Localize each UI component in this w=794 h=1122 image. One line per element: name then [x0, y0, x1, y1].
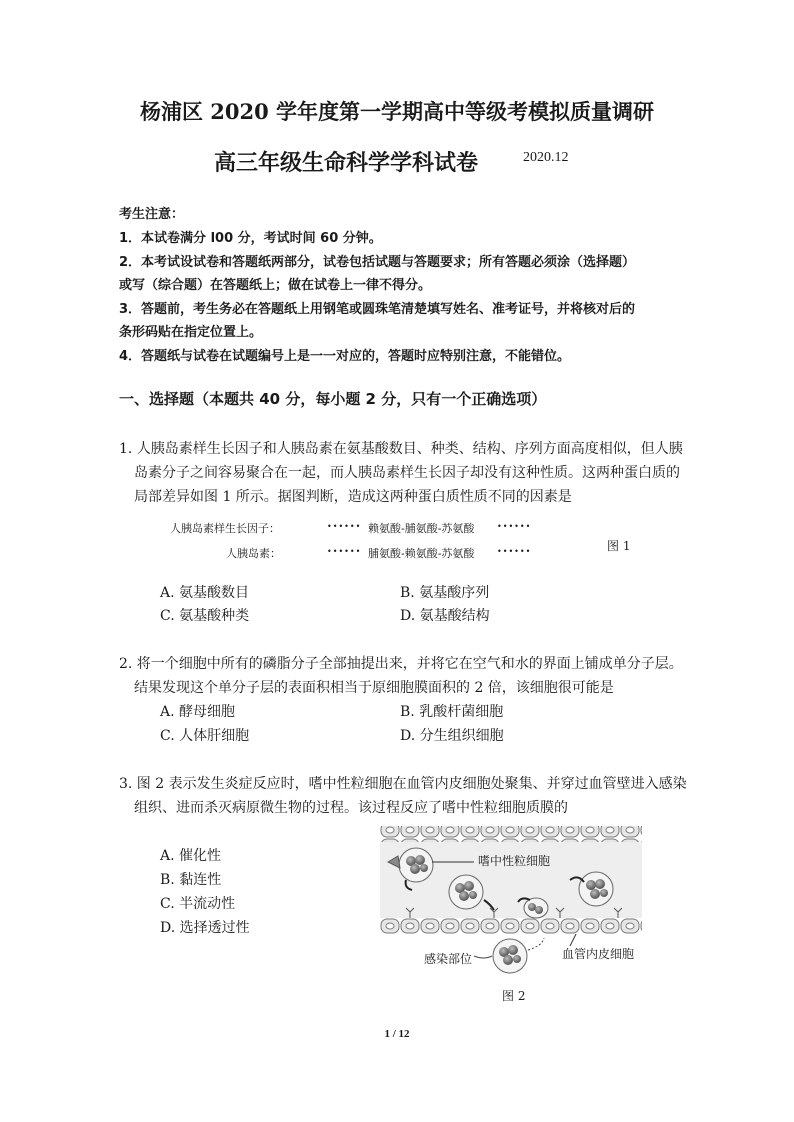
q2-option-c: C. 人体肝细胞 [160, 728, 250, 744]
figure1-row2-label: 人胰岛素： [226, 547, 281, 560]
neutrophil-cell [579, 872, 613, 906]
question-2-text: 结果发现这个单分子层的表面积相当于原细胞膜面积的 2 倍，该细胞很可能是 [134, 680, 614, 696]
notice-heading: 考生注意： [119, 207, 185, 222]
exam-title-line2: 高三年级生命科学学科试卷 [214, 150, 479, 176]
figure1-caption: 图 1 [607, 539, 631, 553]
notice-line: 2．本考试设试卷和答题纸两部分，试卷包括试题与答题要求；所有答题必须涂（选择题） [119, 255, 636, 270]
q2-option-b: B. 乳酸杆菌细胞 [400, 704, 504, 720]
page-number: 1 / 12 [384, 1028, 410, 1040]
figure1-dots: •••••• [497, 547, 532, 556]
question-2-text: 2. 将一个细胞中所有的磷脂分子全部抽提出来，并将它在空气和水的界面上铺成单分子层。 [119, 656, 683, 672]
question-3-text: 3. 图 2 表示发生炎症反应时，嗜中性粒细胞在血管内皮细胞处聚集、并穿过血管壁进入感染 [119, 776, 687, 792]
figure2-label-endothelial-cell: 血管内皮细胞 [562, 947, 635, 961]
vessel-wall-top [380, 826, 642, 842]
figure1-dots: •••••• [497, 522, 532, 531]
notice-line: 4．答题纸与试卷在试题编号上是一一对应的，答题时应特别注意，不能错位。 [119, 349, 571, 364]
question-1-text: 局部差异如图 1 所示。据图判断，造成这两种蛋白质性质不同的因素是 [134, 489, 572, 505]
figure2-illustration [380, 822, 642, 988]
figure2-caption: 图 2 [502, 989, 526, 1003]
q1-option-d: D. 氨基酸结构 [400, 608, 490, 624]
q3-option-d: D. 选择透过性 [160, 920, 250, 936]
figure1-row1-seq: 赖氨酸-脯氨酸-苏氨酸 [368, 522, 475, 535]
q1-option-b: B. 氨基酸序列 [400, 585, 490, 601]
figure1-row2-seq: 脯氨酸-赖氨酸-苏氨酸 [368, 547, 475, 560]
question-1-text: 1. 人胰岛素样生长因子和人胰岛素在氨基酸数目、种类、结构、序列方面高度相似，但人胰 [119, 441, 683, 457]
figure1-row1-label: 人胰岛素样生长因子： [170, 522, 280, 535]
question-3-text: 组织、进而杀灭病原微生物的过程。该过程反应了嗜中性粒细胞质膜的 [134, 800, 568, 816]
q1-option-c: C. 氨基酸种类 [160, 608, 250, 624]
figure2-label-infection-site: 感染部位 [424, 952, 473, 966]
question-1-text: 岛素分子之间容易聚合在一起，而人胰岛素样生长因子却没有这种性质。这两种蛋白质的 [134, 465, 680, 481]
section-title: 一、选择题（本题共 40 分，每小题 2 分，只有一个正确选项） [119, 390, 547, 408]
exam-date: 2020.12 [523, 150, 569, 165]
notice-line: 1．本试卷满分 l00 分，考试时间 60 分钟。 [119, 231, 382, 246]
q3-option-b: B. 黏连性 [160, 872, 222, 888]
figure1-dots: •••••• [327, 522, 362, 531]
notice-line: 3．答题前，考生务必在答题纸上用钢笔或圆珠笔清楚填写姓名、准考证号，并将核对后的 [119, 302, 636, 317]
vessel-wall-bottom [380, 918, 642, 934]
q1-option-a: A. 氨基酸数目 [160, 585, 250, 601]
figure2-label-neutrophil: 嗜中性粒细胞 [478, 854, 551, 868]
q3-option-c: C. 半流动性 [160, 896, 236, 912]
q2-option-d: D. 分生组织细胞 [400, 728, 504, 744]
notice-line: 或写（综合题）在答题纸上；做在试卷上一律不得分。 [119, 278, 432, 293]
q2-option-a: A. 酵母细胞 [160, 704, 236, 720]
exam-title-line1: 杨浦区 2020 学年度第一学期高中等级考模拟质量调研 [139, 99, 655, 124]
q3-option-a: A. 催化性 [160, 848, 222, 864]
notice-line: 条形码贴在指定位置上。 [119, 325, 263, 340]
figure1-dots: •••••• [327, 547, 362, 556]
